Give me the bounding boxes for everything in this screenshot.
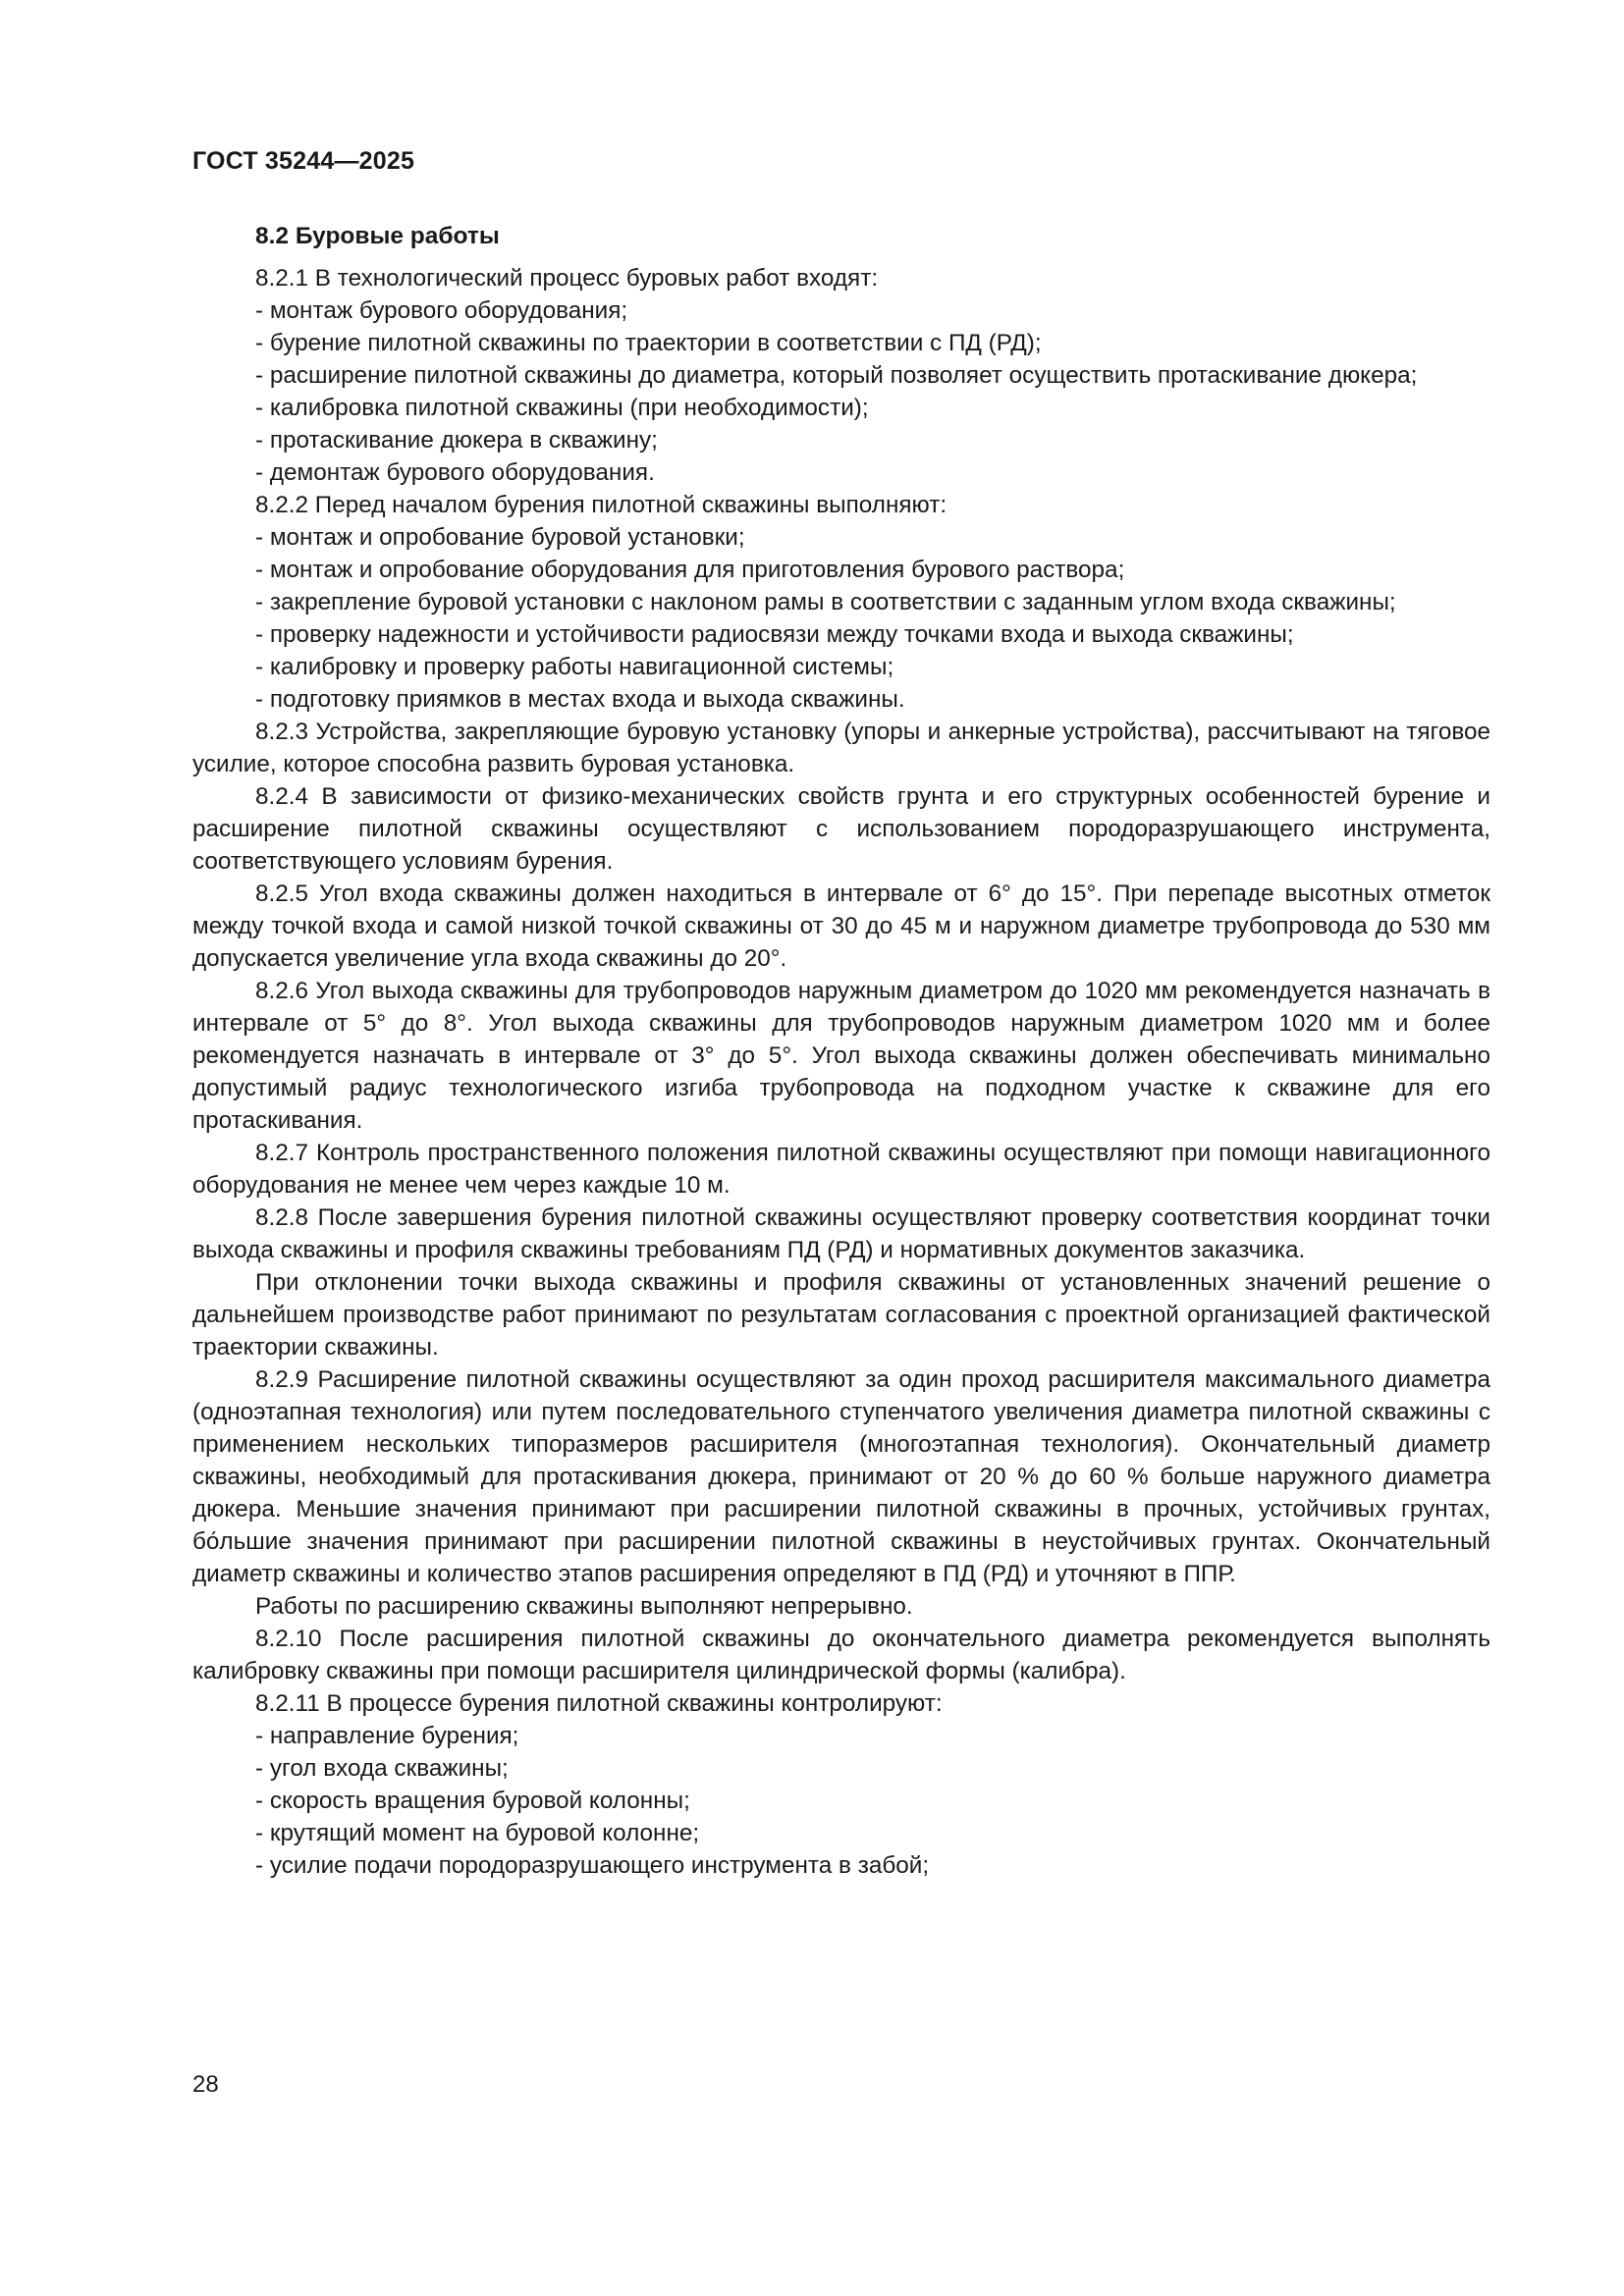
- list-item: - протаскивание дюкера в скважину;: [255, 427, 658, 454]
- list-item: - подготовку приямков в местах входа и выхода скважины.: [255, 686, 905, 713]
- clause-8-2-1: 8.2.1 В технологический процесс буровых работ входят:: [255, 265, 879, 292]
- document-code-header: ГОСТ 35244—2025: [192, 147, 415, 175]
- clause-8-2-4: 8.2.4 В зависимости от физико-механических свойств грунта и его структурных особенностей бурение и расширение пилотной скважины осуществляют с использованием породоразрушающего инструмента, соответствующего условиям бурения.: [192, 783, 1490, 875]
- list-item: - проверку надежности и устойчивости радиосвязи между точками входа и выхода скважины;: [255, 621, 1294, 648]
- clause-8-2-2: 8.2.2 Перед началом бурения пилотной скважины выполняют:: [255, 492, 947, 518]
- list-item: - направление бурения;: [255, 1723, 519, 1749]
- list-8-2-1: [192, 294, 1490, 489]
- clause-8-2-3: 8.2.3 Устройства, закрепляющие буровую установку (упоры и анкерные устройства), рассчитывают на тяговое усилие, которое способна развить буровая установка.: [192, 719, 1490, 777]
- clause-8-2-11: 8.2.11 В процессе бурения пилотной скважины контролируют:: [255, 1690, 943, 1717]
- clause-8-2-8-deviation: При отклонении точки выхода скважины и профиля скважины от установленных значений решение о дальнейшем производстве работ принимают по результатам согласования с проектной организацией фактической траектории скважины.: [192, 1269, 1490, 1361]
- list-item: - угол входа скважины;: [255, 1755, 509, 1782]
- list-item: - демонтаж бурового оборудования.: [255, 459, 655, 486]
- list-item: - усилие подачи породоразрушающего инструмента в забой;: [255, 1852, 930, 1879]
- list-item: - монтаж и опробование буровой установки;: [255, 524, 745, 551]
- clause-8-2-8: 8.2.8 После завершения бурения пилотной скважины осуществляют проверку соответствия координат точки выхода скважины и профиля скважины требованиям ПД (РД) и нормативных документов заказчика.: [192, 1204, 1490, 1263]
- list-8-2-2: [192, 521, 1490, 716]
- document-body: [192, 220, 1490, 1882]
- list-item: - калибровка пилотной скважины (при необходимости);: [255, 395, 869, 421]
- clause-8-2-10: 8.2.10 После расширения пилотной скважины до окончательного диаметра рекомендуется выполнять калибровку скважины при помощи расширителя цилиндрической формы (калибра).: [192, 1626, 1490, 1684]
- list-item: - закрепление буровой установки с наклоном рамы в соответствии с заданным углом входа скважины;: [255, 589, 1396, 615]
- section-title: 8.2 Буровые работы: [255, 223, 500, 249]
- list-item: - крутящий момент на буровой колонне;: [255, 1820, 700, 1846]
- list-item: - скорость вращения буровой колонны;: [255, 1788, 690, 1814]
- clause-8-2-9: 8.2.9 Расширение пилотной скважины осуществляют за один проход расширителя максимального диаметра (одноэтапная технология) или путем последовательного ступенчатого увеличения диаметра пилотной скважины с применением нескольких типоразмеров расширителя (многоэтапная технология). Окончательный диаметр скважины, необходимый для протаскивания дюкера, принимают от 20 % до 60 % больше наружного диаметра дюкера. Меньшие значения принимают при расширении пилотной скважины в прочных, устойчивых грунтах, бо́льшие значения принимают при расширении пилотной скважины в неустойчивых грунтах. Окончательный диаметр скважины и количество этапов расширения определяют в ПД (РД) и уточняют в ППР.: [192, 1366, 1490, 1587]
- list-item: - бурение пилотной скважины по траектории в соответствии с ПД (РД);: [255, 330, 1042, 356]
- clause-8-2-7: 8.2.7 Контроль пространственного положения пилотной скважины осуществляют при помощи навигационного оборудования не менее чем через каждые 10 м.: [192, 1140, 1490, 1199]
- page-number: 28: [192, 2071, 219, 2098]
- clause-8-2-6: 8.2.6 Угол выхода скважины для трубопроводов наружным диаметром до 1020 мм рекомендуется назначать в интервале от 5° до 8°. Угол выхода скважины для трубопроводов наружным диаметром 1020 мм и более рекомендуется назначать в интервале от 3° до 5°. Угол выхода скважины должен обеспечивать минимально допустимый радиус технологического изгиба трубопровода на подходном участке к скважине для его протаскивания.: [192, 978, 1490, 1134]
- list-8-2-11: [192, 1720, 1490, 1882]
- list-item: - калибровку и проверку работы навигационной системы;: [255, 654, 894, 680]
- clause-8-2-9-continuous: Работы по расширению скважины выполняют непрерывно.: [255, 1593, 913, 1620]
- clause-8-2-5: 8.2.5 Угол входа скважины должен находиться в интервале от 6° до 15°. При перепаде высотных отметок между точкой входа и самой низкой точкой скважины от 30 до 45 м и наружном диаметре трубопровода до 530 мм допускается увеличение угла входа скважины до 20°.: [192, 881, 1490, 972]
- list-item: - монтаж бурового оборудования;: [255, 297, 628, 324]
- list-item: - расширение пилотной скважины до диаметра, который позволяет осуществить протаскивание дюкера;: [255, 362, 1418, 389]
- list-item: - монтаж и опробование оборудования для приготовления бурового раствора;: [255, 557, 1125, 583]
